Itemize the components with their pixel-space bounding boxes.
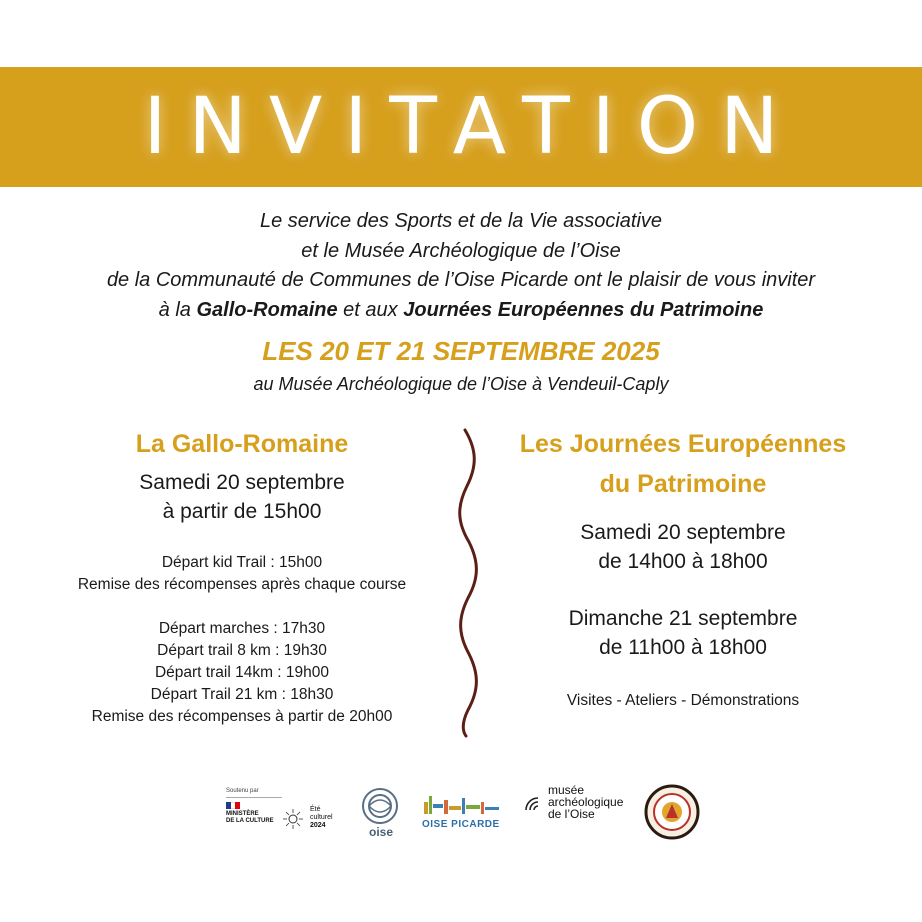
gallo-romaine-column xyxy=(30,424,454,728)
gallo-romaine-day: Samedi 20 septembre xyxy=(139,471,345,494)
intro-event-2: Journées Européennes du Patrimoine xyxy=(403,298,764,321)
intro-line-2: et le Musée Archéologique de l’Oise xyxy=(301,239,621,262)
gallo-romaine-time: à partir de 15h00 xyxy=(162,500,322,523)
intro-line-1: Le service des Sports et de la Vie associative xyxy=(259,210,663,232)
gallo-romaine-title: La Gallo-Romaine xyxy=(135,430,349,458)
soutenu-par-label: Soutenu par xyxy=(226,788,259,794)
oise-label: oise xyxy=(368,825,393,839)
ete-line-3: 2024 xyxy=(310,822,326,829)
patrimoine-day-1: Samedi 20 septembre xyxy=(580,521,786,544)
ministere-culture-logo xyxy=(226,788,284,836)
musee-arc-icon xyxy=(524,796,540,812)
banner-title: INVITATION xyxy=(143,82,801,172)
ete-culturel-sun-icon xyxy=(282,808,304,830)
patrimoine-day-2: Dimanche 21 septembre xyxy=(568,607,798,630)
event-venue: au Musée Archéologique de l’Oise à Vendeuil-Caply xyxy=(253,374,669,394)
intro-event-1: Gallo-Romaine xyxy=(196,298,338,321)
patrimoine-title-line-1: Les Journées Européennes xyxy=(519,430,847,458)
intro-line-4 xyxy=(0,296,922,326)
ete-line-1: Été xyxy=(310,806,321,813)
ministere-line-1: MINISTÈRE xyxy=(226,811,259,817)
ete-line-2: culturel xyxy=(310,814,333,821)
oise-logo xyxy=(360,786,402,838)
oise-picarde-skyline-icon xyxy=(422,790,502,814)
schedule-awards: Remise des récompenses à partir de 20h00 xyxy=(91,708,393,725)
partner-logos xyxy=(0,780,922,850)
oise-picarde-label: OISE PICARDE xyxy=(422,819,500,830)
patrimoine-time-2: de 11h00 à 18h00 xyxy=(599,636,767,659)
patrimoine-activities: Visites - Ateliers - Démonstrations xyxy=(566,692,800,709)
event-dates: LES 20 ET 21 SEPTEMBRE 2025 xyxy=(262,336,660,366)
kid-trail-start: Départ kid Trail : 15h00 xyxy=(161,554,323,571)
musee-archeologique-logo xyxy=(524,784,634,836)
ete-culturel-logo xyxy=(282,804,340,836)
oise-picarde-logo xyxy=(422,790,504,834)
musee-line-2: archéologique xyxy=(548,795,624,809)
schedule-trail-14km: Départ trail 14km : 19h00 xyxy=(154,664,330,681)
marianne-flag-icon xyxy=(226,802,240,809)
schedule-trail-8km: Départ trail 8 km : 19h30 xyxy=(157,642,327,659)
musee-line-3: de l’Oise xyxy=(548,807,595,821)
intro-line-4-mid: et aux xyxy=(337,298,404,321)
patrimoine-time-1: de 14h00 à 18h00 xyxy=(598,550,768,573)
intro-text xyxy=(0,207,922,325)
musee-line-1: musée xyxy=(548,783,585,797)
oise-emblem-icon xyxy=(360,786,400,826)
invitation-banner xyxy=(0,67,922,187)
intro-line-4-prefix: à la xyxy=(158,298,197,321)
intro-line-3: de la Communauté de Communes de l’Oise Picarde ont le plaisir de vous inviter xyxy=(106,269,816,291)
round-club-badge-icon xyxy=(644,784,700,840)
schedule-trail-21km: Départ Trail 21 km : 18h30 xyxy=(150,686,334,703)
schedule-marches: Départ marches : 17h30 xyxy=(158,620,326,637)
patrimoine-title-line-2: du Patrimoine xyxy=(599,470,767,498)
ministere-line-2: DE LA CULTURE xyxy=(226,818,274,824)
patrimoine-column xyxy=(480,424,886,712)
kid-trail-awards: Remise des récompenses après chaque course xyxy=(77,576,407,593)
